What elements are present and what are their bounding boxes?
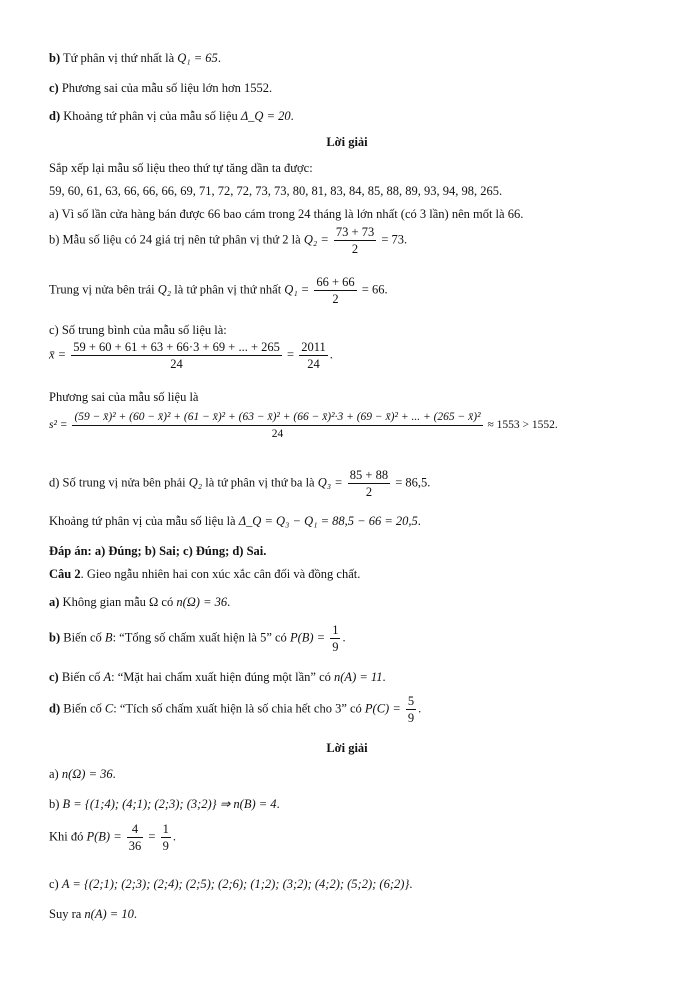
solution-a: a) Vì số lần cửa hàng bán được 66 bao cám trong 24 tháng là lớn nhất (có 3 lần) nên mốt là 66. [49, 207, 524, 221]
fraction: $\frac{73 + 73}{2}$ [335, 225, 375, 256]
fraction: $\frac{59 + 60 + 61 + 63 + 66\cdot 3 + 69 + ... + 265}{24}$ [73, 340, 280, 371]
answer-key: Đáp án: a) Đúng; b) Sai; c) Đúng; d) Sai. [49, 544, 267, 558]
mean-formula: x̄ = $\frac{59 + 60 + 61 + 63 + 66\cdot 3 + 69 + ... + 265}{24}$ = $\frac{2011}{24}$ . [49, 340, 333, 371]
solution-heading-1: Lời giải [326, 135, 368, 149]
q2-statement-d: d) Biến cố C: “Tích số chấm xuất hiện là số chia hết cho 3” có P(C) = $\frac{5}{9}$ . [49, 694, 422, 725]
q2-solution-a: a) n(Ω) = 36. [49, 767, 116, 781]
solution-d-q3: d) Số trung vị nửa bên phải Q₂ là tứ phân vị thứ ba là Q₃ = $\frac{85 + 88}{2}$ = 86,5. [49, 468, 431, 499]
fraction: $\frac{1}{9}$ [332, 623, 339, 654]
fraction: $\frac{1}{9}$ [162, 822, 169, 853]
solution-heading-2: Lời giải [326, 741, 368, 755]
fraction: $\frac{2011}{24}$ [301, 340, 326, 371]
statement-d: d) Khoảng tứ phân vị của mẫu số liệu Δ_Q = 20. [49, 109, 294, 123]
fraction: $\frac{4}{36}$ [128, 822, 142, 853]
q2-solution-c: c) A = {(2;1); (2;3); (2;4); (2;5); (2;6); (1;2); (3;2); (4;2); (5;2); (6;2)}. [49, 877, 413, 891]
sorted-data: 59, 60, 61, 63, 66, 66, 66, 69, 71, 72, 72, 73, 73, 80, 81, 83, 84, 85, 88, 89, 93, 94, 98, 265. [49, 184, 503, 198]
question-2: Câu 2. Gieo ngẫu nhiên hai con xúc xắc cân đối và đồng chất. [49, 567, 361, 581]
iqr-result: Khoảng tứ phân vị của mẫu số liệu là Δ_Q = Q₃ − Q₁ = 88,5 − 66 = 20,5. [49, 514, 421, 528]
q2-statement-c: c) Biến cố A: “Mặt hai chấm xuất hiện đúng một lần” có n(A) = 11. [49, 670, 386, 684]
q2-statement-b: b) Biến cố B: “Tổng số chấm xuất hiện là 5” có P(B) = $\frac{1}{9}$ . [49, 623, 346, 654]
q2-solution-b: b) B = {(1;4); (4;1); (2;3); (3;2)} ⇒ n(B) = 4. [49, 797, 280, 811]
fraction: $\frac{66 + 66}{2}$ [316, 275, 355, 306]
fraction: (59 − x̄)² + (60 − x̄)² + (61 − x̄)² + (63 − x̄)² + (66 − x̄)²·3 + (69 − x̄)² + ... + (265 − x̄)² 24 [74, 411, 481, 440]
statement-b: b) Tứ phân vị thứ nhất là Q₁ = 65. [49, 51, 221, 65]
q2-solution-pb: Khi đó P(B) = $\frac{4}{36}$ = $\frac{1}{9}$ . [49, 822, 176, 853]
q2-statement-a: a) Không gian mẫu Ω có n(Ω) = 36. [49, 595, 231, 609]
variance-heading: Phương sai của mẫu số liệu là [49, 390, 199, 404]
statement-c: c) Phương sai của mẫu số liệu lớn hơn 1552. [49, 81, 273, 95]
solution-c: c) Số trung bình của mẫu số liệu là: [49, 323, 227, 337]
solution-q1: Trung vị nửa bên trái Q₂ là tứ phân vị thứ nhất Q₁ = $\frac{66 + 66}{2}$ = 66. [49, 275, 388, 306]
fraction: $\frac{85 + 88}{2}$ [349, 468, 389, 499]
q2-solution-na: Suy ra n(A) = 10. [49, 907, 137, 921]
solution-text: Sắp xếp lại mẫu số liệu theo thứ tự tăng dần ta được: [49, 161, 313, 175]
fraction: $\frac{5}{9}$ [407, 694, 415, 725]
solution-b-q2: b) Mẫu số liệu có 24 giá trị nên tứ phân vị thứ 2 là Q₂ = $\frac{73 + 73}{2}$ = 73. [49, 225, 408, 256]
variance-formula: s² = (59 − x̄)² + (60 − x̄)² + (61 − x̄)² + (63 − x̄)² + (66 − x̄)²·3 + (69 − x̄)² + ... + (265 − x̄)² 24 ≈ 1553 > 1552. [49, 411, 558, 440]
